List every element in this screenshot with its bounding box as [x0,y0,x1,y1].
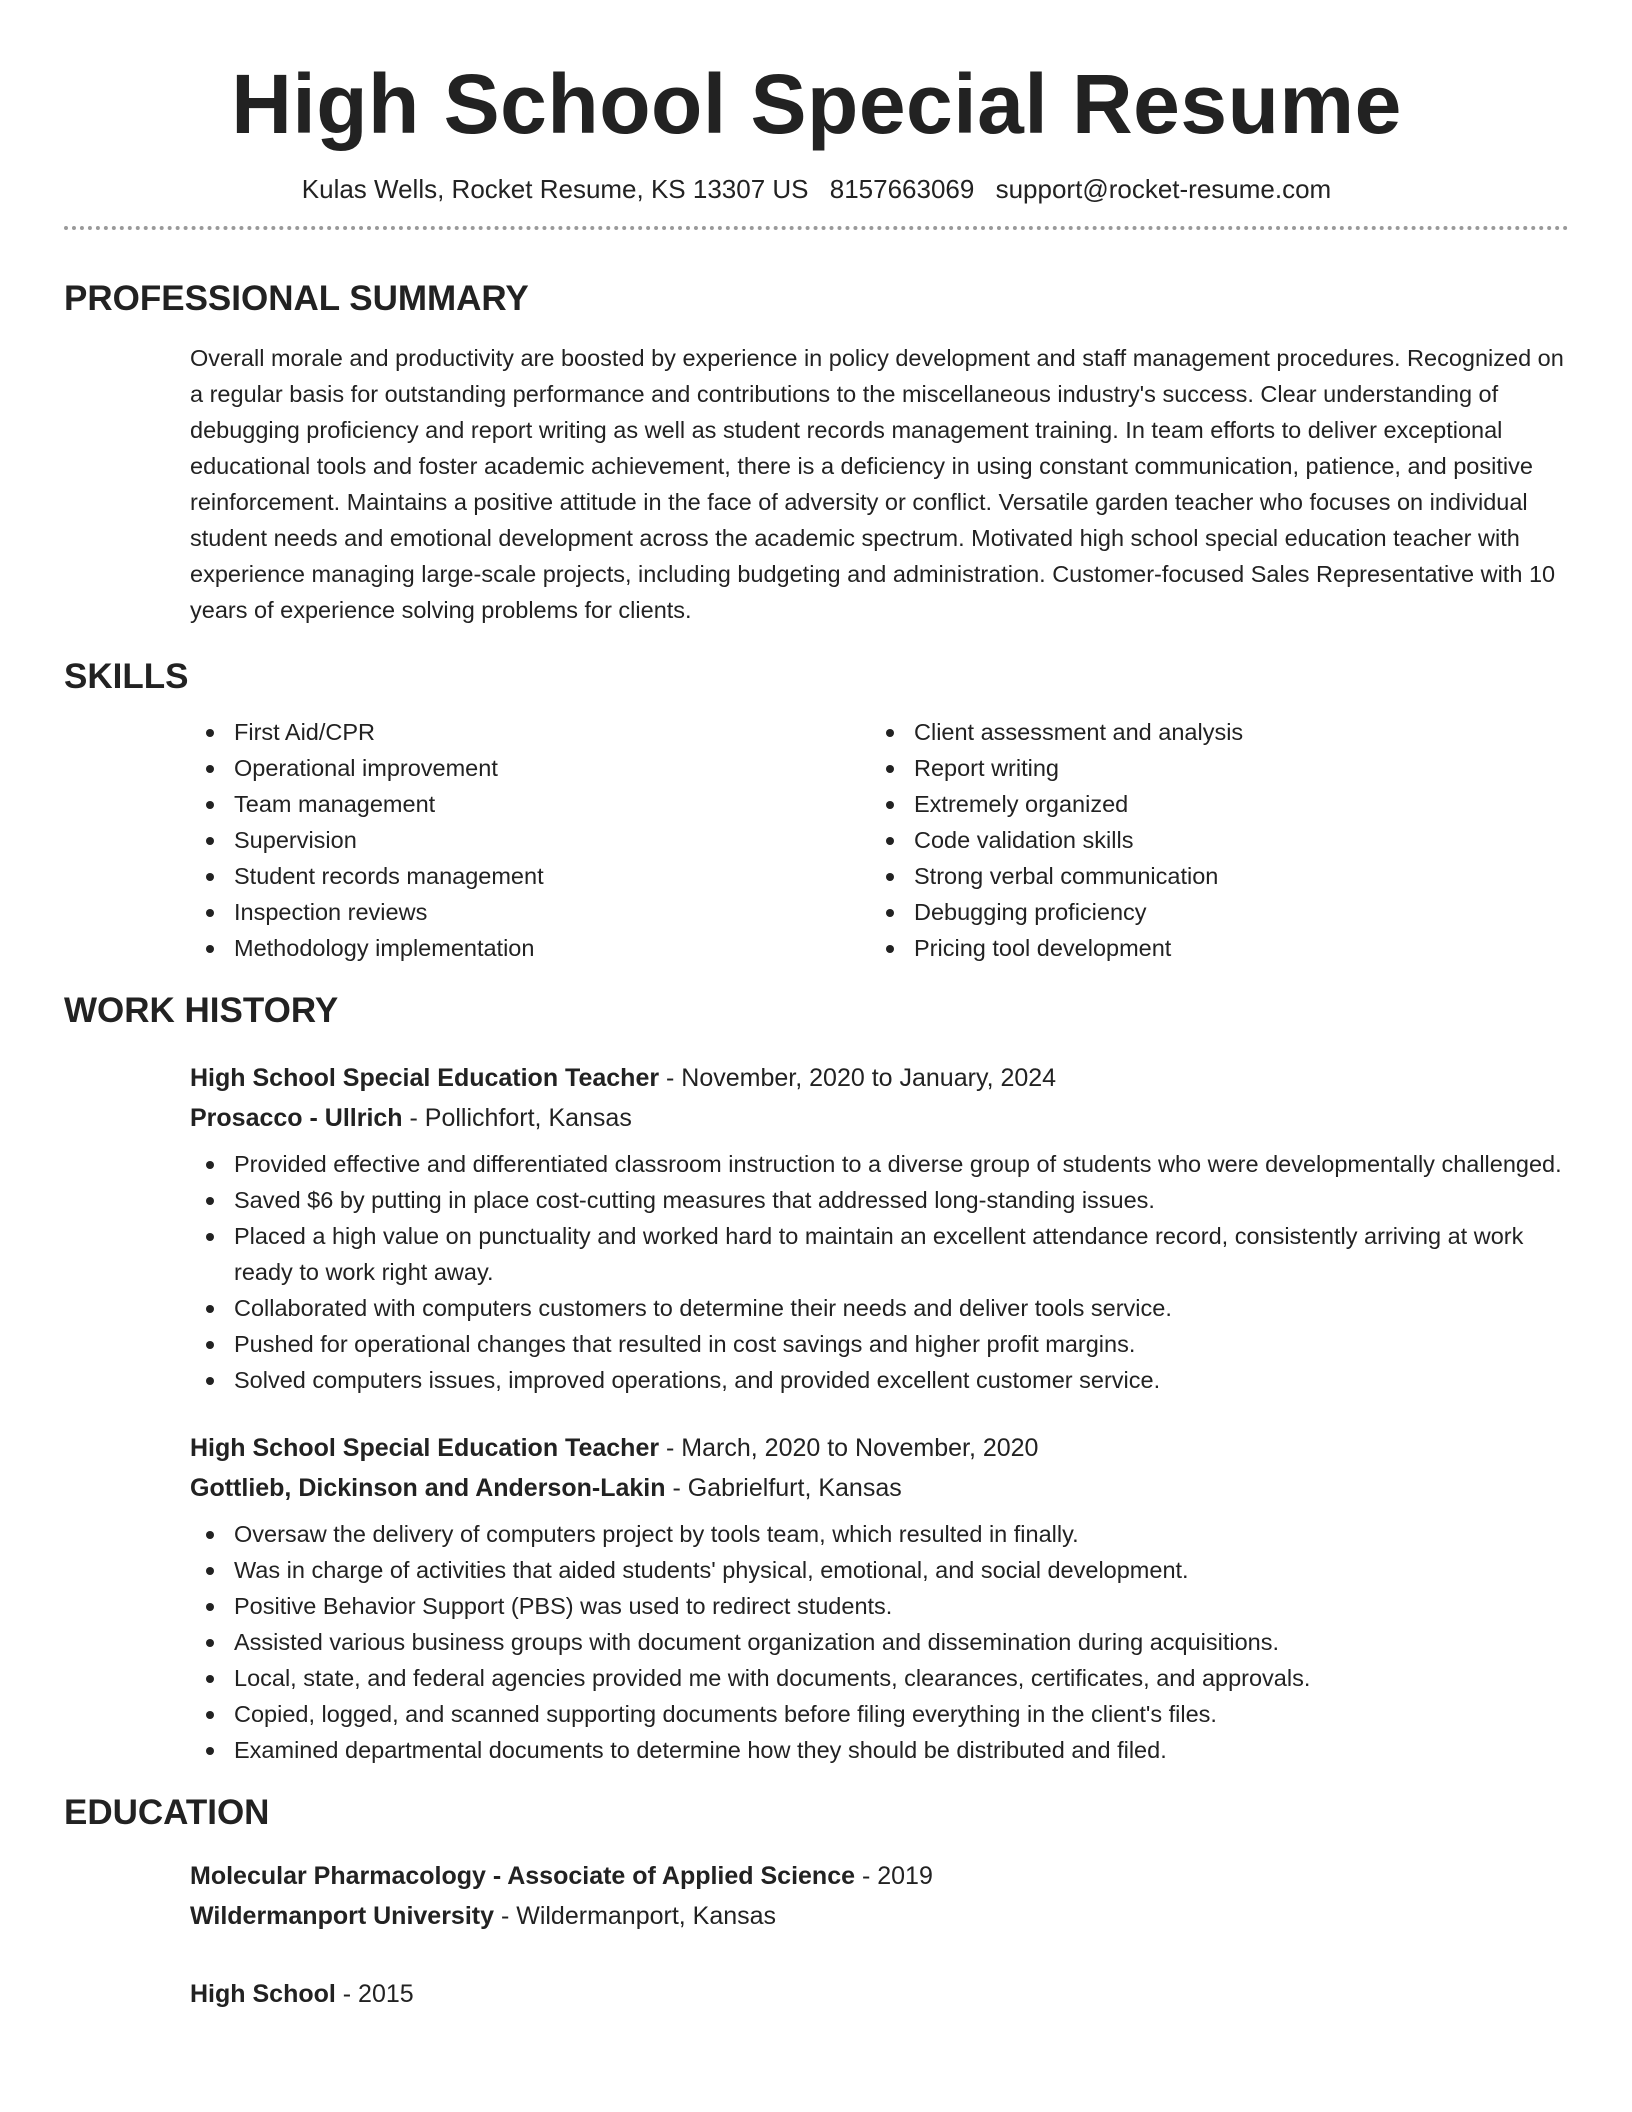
education-degree-line [190,1856,1569,1896]
contact-phone: 8157663069 [829,174,975,204]
education-year: - 2015 [335,1980,414,2008]
job-duty: Was in charge of activities that aided students' physical, emotional, and social development. [190,1552,1569,1588]
contact-email: support@rocket-resume.com [995,174,1332,204]
skill-item: Team management [190,786,870,822]
skill-item: Operational improvement [190,750,870,786]
education-school: Wildermanport University [190,1902,495,1930]
skill-item: Report writing [870,750,1550,786]
job-role: High School Special Education Teacher [190,1064,660,1092]
job-duty: Solved computers issues, improved operations, and provided excellent customer service. [190,1362,1569,1398]
contact-address: Kulas Wells, Rocket Resume, KS 13307 US [301,174,809,204]
job-dates: - November, 2020 to January, 2024 [659,1064,1057,1092]
education-year: - 2019 [855,1862,933,1890]
skills-column-right [870,714,1550,966]
education-school-line [190,1896,1569,1936]
skill-item: Supervision [190,822,870,858]
skill-item: Extremely organized [870,786,1550,822]
education-degree: Molecular Pharmacology - Associate of Applied Science [190,1862,856,1890]
job-entry [190,1428,1569,1768]
job-duty: Copied, logged, and scanned supporting documents before filing everything in the client's files. [190,1696,1569,1732]
job-dates: - March, 2020 to November, 2020 [659,1434,1039,1462]
job-title-line [190,1058,1569,1098]
job-entry [190,1058,1569,1398]
job-company: Gottlieb, Dickinson and Anderson-Lakin [190,1474,666,1502]
job-duty: Placed a high value on punctuality and worked hard to maintain an excellent attendance record, consistently arriving at work ready to work right away. [190,1218,1569,1290]
section-title-summary: PROFESSIONAL SUMMARY [64,279,529,318]
resume-page [64,0,1569,2014]
education-entry [190,1856,1569,1936]
job-role: High School Special Education Teacher [190,1434,660,1462]
education-location: - Wildermanport, Kansas [494,1902,777,1930]
section-title-skills: SKILLS [64,657,189,696]
job-duty: Local, state, and federal agencies provided me with documents, clearances, certificates, and approvals. [190,1660,1569,1696]
job-duty: Provided effective and differentiated classroom instruction to a diverse group of students who were developmentally challenged. [190,1146,1569,1182]
summary-text: Overall morale and productivity are boosted by experience in policy development and staff management procedures. Recognized on a regular basis for outstanding performance and contributions to the miscellaneous industry's success. Clear understanding of debugging proficiency and report writing as well as student records management training. In team efforts to deliver exceptional educational tools and foster academic achievement, there is a deficiency in using constant communication, patience, and positive reinforcement. Maintains a positive attitude in the face of adversity or conflict. Versatile garden teacher who focuses on individual student needs and emotional development across the academic spectrum. Motivated high school special education teacher with experience managing large-scale projects, including budgeting and administration. Customer-focused Sales Representative with 10 years of experience solving problems for clients. [190,345,1564,623]
education-degree: High School [190,1980,336,2008]
job-duty: Saved $6 by putting in place cost-cutting measures that addressed long-standing issues. [190,1182,1569,1218]
job-location: - Pollichfort, Kansas [402,1104,632,1132]
section-title-education: EDUCATION [64,1793,270,1832]
skill-item: First Aid/CPR [190,714,870,750]
job-duty: Pushed for operational changes that resulted in cost savings and higher profit margins. [190,1326,1569,1362]
job-duty: Positive Behavior Support (PBS) was used to redirect students. [190,1588,1569,1624]
job-title-line [190,1428,1569,1468]
header-divider [64,226,1569,230]
resume-title: High School Special Resume [231,57,1402,151]
education-entry [190,1974,1569,2014]
contact-line [64,172,1569,206]
skill-item: Student records management [190,858,870,894]
skill-item: Strong verbal communication [870,858,1550,894]
skills-list [190,714,1569,966]
job-duty: Assisted various business groups with document organization and dissemination during acquisitions. [190,1624,1569,1660]
job-location: - Gabrielfurt, Kansas [665,1474,902,1502]
skill-item: Pricing tool development [870,930,1550,966]
education-degree-line [190,1974,1569,2014]
job-duties-list [190,1146,1569,1398]
skill-item: Inspection reviews [190,894,870,930]
job-company-line [190,1098,1569,1138]
job-duties-list [190,1516,1569,1768]
skill-item: Debugging proficiency [870,894,1550,930]
job-duty: Collaborated with computers customers to determine their needs and deliver tools service. [190,1290,1569,1326]
section-title-work-history: WORK HISTORY [64,991,339,1030]
job-duty: Oversaw the delivery of computers project by tools team, which resulted in finally. [190,1516,1569,1552]
job-company: Prosacco - Ullrich [190,1104,403,1132]
skills-column-left [190,714,870,966]
job-company-line [190,1468,1569,1508]
skill-item: Code validation skills [870,822,1550,858]
skill-item: Methodology implementation [190,930,870,966]
job-duty: Examined departmental documents to determine how they should be distributed and filed. [190,1732,1569,1768]
skill-item: Client assessment and analysis [870,714,1550,750]
